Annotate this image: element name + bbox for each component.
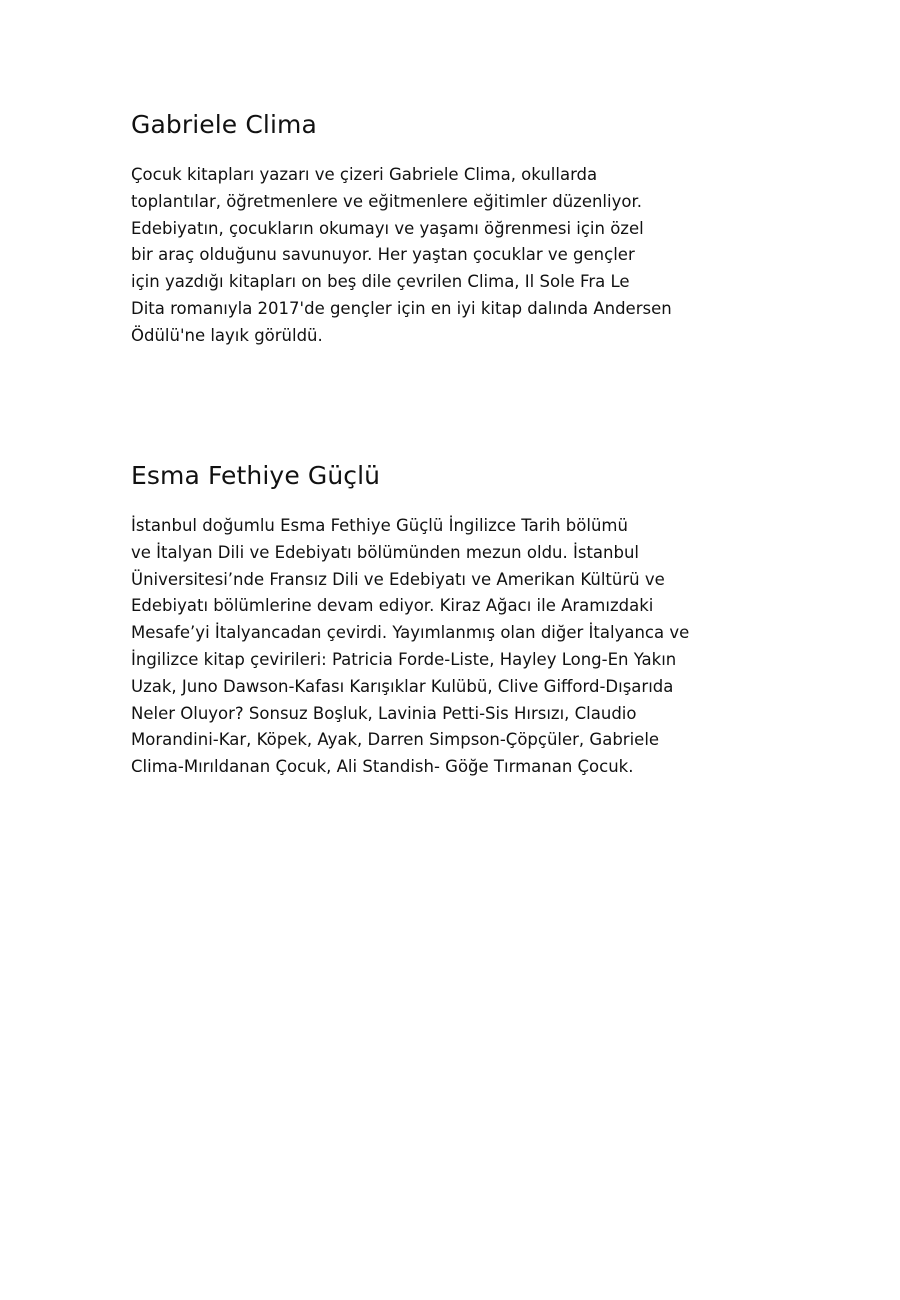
- author-bio-section: [131, 108, 791, 350]
- bio-line: İngilizce kitap çevirileri: Patricia Forde-Liste, Hayley Long-En Yakın: [131, 649, 677, 669]
- translator-bio-paragraph: [131, 513, 791, 781]
- bio-line: bir araç olduğunu savunuyor. Her yaştan çocuklar ve gençler: [131, 245, 635, 265]
- bio-line: Edebiyatın, çocukların okumayı ve yaşamı öğrenmesi için özel: [131, 218, 644, 238]
- bio-line: için yazdığı kitapları on beş dile çevrilen Clima, Il Sole Fra Le: [131, 272, 630, 292]
- bio-line: Çocuk kitapları yazarı ve çizeri Gabriele Clima, okullarda: [131, 165, 598, 184]
- translator-bio-section: [131, 459, 791, 781]
- bio-line: toplantılar, öğretmenlere ve eğitmenlere eğitimler düzenliyor.: [131, 191, 642, 211]
- bio-line: Clima-Mırıldanan Çocuk, Ali Standish- Göğe Tırmanan Çocuk.: [131, 757, 634, 777]
- author-bio-paragraph: [131, 162, 791, 350]
- bio-line: ve İtalyan Dili ve Edebiyatı bölümünden mezun oldu. İstanbul: [131, 542, 640, 562]
- bio-line: Uzak, Juno Dawson-Kafası Karışıklar Kulübü, Clive Gifford-Dışarıda: [131, 676, 674, 696]
- bio-line: Dita romanıyla 2017'de gençler için en iyi kitap dalında Andersen: [131, 298, 672, 318]
- translator-name-heading: Esma Fethiye Güçlü: [131, 461, 381, 490]
- bio-line: Ödülü'ne layık görüldü.: [131, 325, 323, 345]
- bio-line: Neler Oluyor? Sonsuz Boşluk, Lavinia Petti-Sis Hırsızı, Claudio: [131, 703, 637, 723]
- bio-line: Morandini-Kar, Köpek, Ayak, Darren Simpson-Çöpçüler, Gabriele: [131, 730, 660, 750]
- bio-line: Üniversitesi’nde Fransız Dili ve Edebiyatı ve Amerikan Kültürü ve: [131, 569, 665, 589]
- author-name-heading: Gabriele Clima: [131, 110, 317, 139]
- bio-line: Edebiyatı bölümlerine devam ediyor. Kiraz Ağacı ile Aramızdaki: [131, 596, 654, 616]
- bio-line: İstanbul doğumlu Esma Fethiye Güçlü İngilizce Tarih bölümü: [131, 516, 628, 535]
- bio-line: Mesafe’yi İtalyancadan çevirdi. Yayımlanmış olan diğer İtalyanca ve: [131, 623, 690, 643]
